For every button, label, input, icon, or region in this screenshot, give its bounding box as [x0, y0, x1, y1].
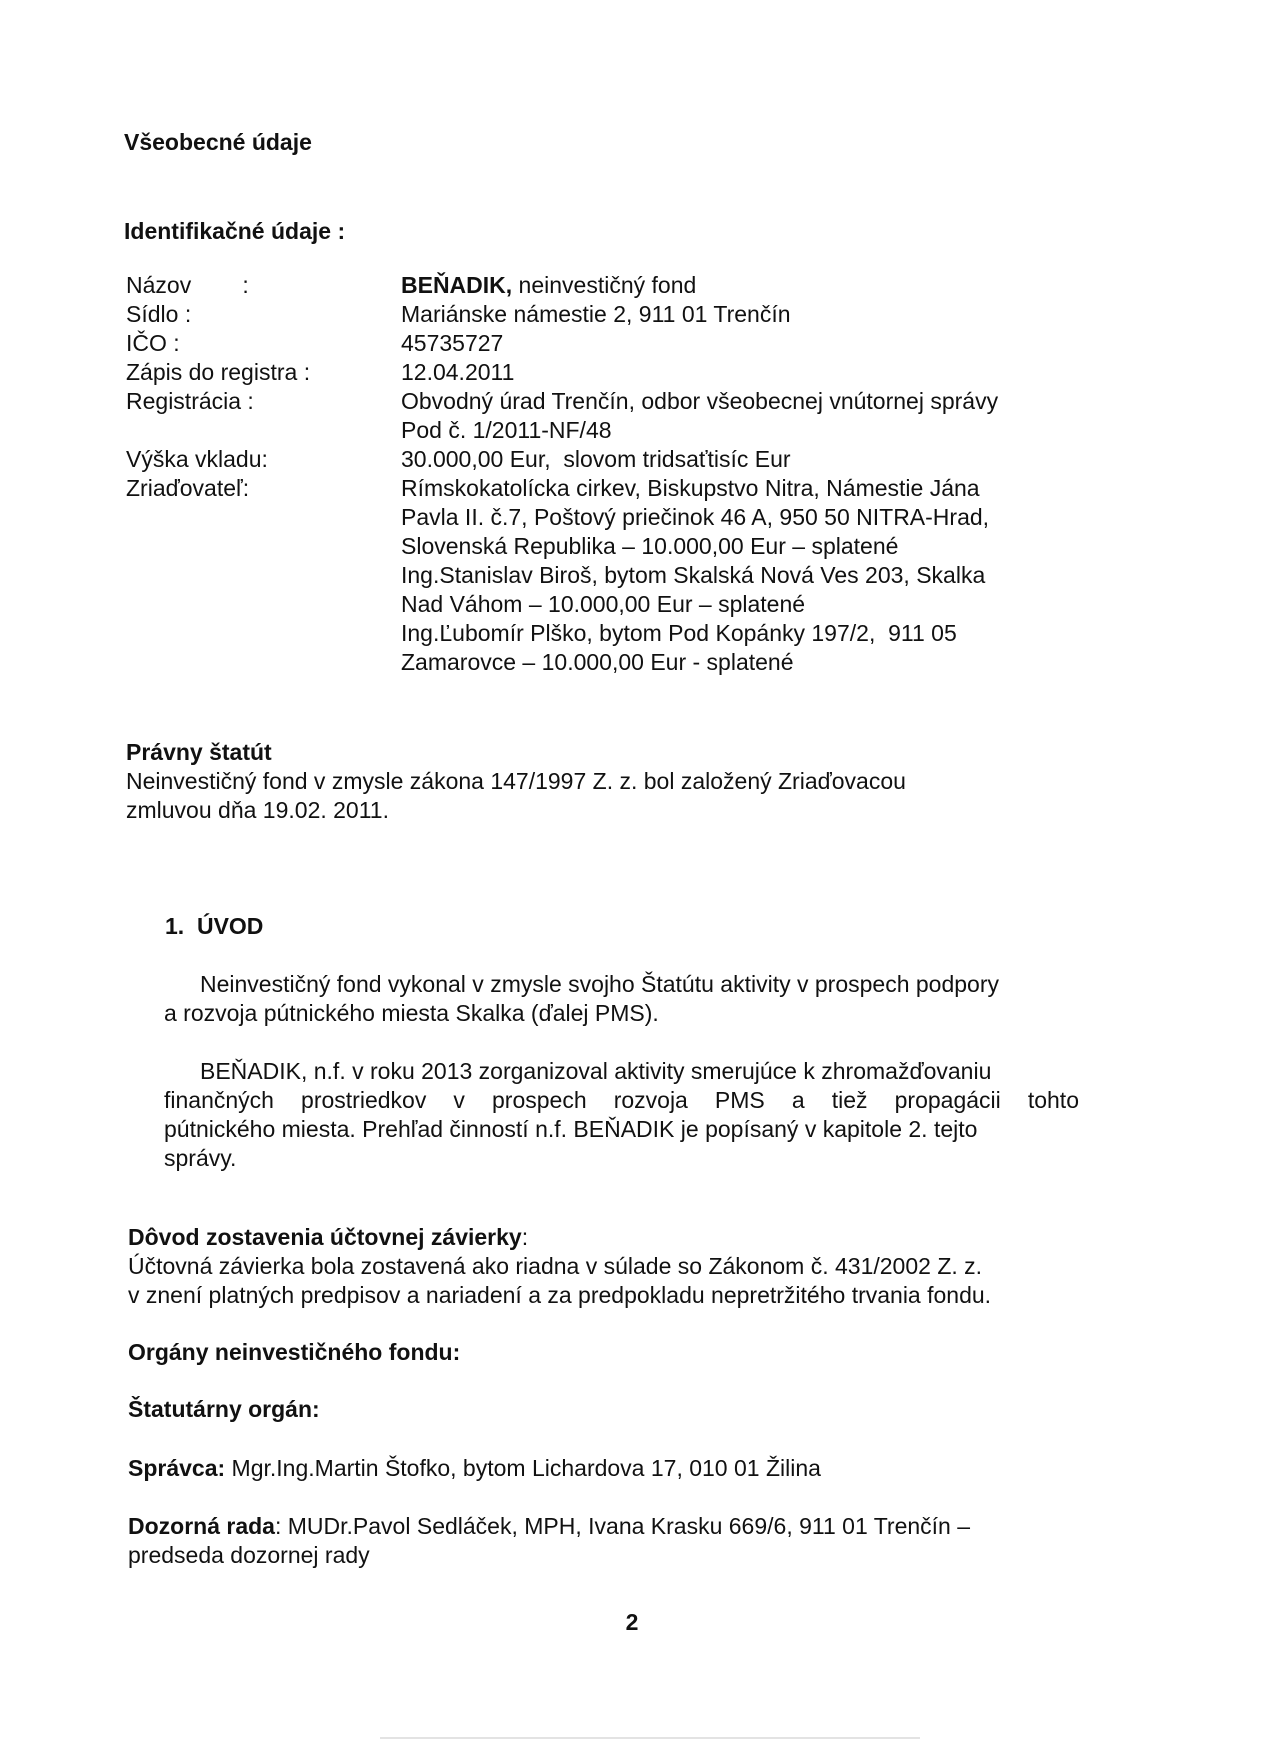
intro-heading: 1. ÚVOD	[165, 913, 264, 939]
administrator-label: Správca:	[128, 1455, 226, 1481]
legal-status-line-1: Neinvestičný fond v zmysle zákona 147/1997 Z. z. bol založený Zriaďovacou	[126, 768, 906, 794]
deposit-value: 30.000,00 Eur, slovom tridsaťtisíc Eur	[401, 446, 791, 472]
administrator-value: Mgr.Ing.Martin Štofko, bytom Lichardova 17, 010 01 Žilina	[225, 1455, 821, 1481]
name-value	[401, 271, 1101, 300]
founder-line: Zamarovce – 10.000,00 Eur - splatené	[401, 649, 794, 675]
seat-label: Sídlo :	[126, 301, 192, 327]
board-value: : MUDr.Pavol Sedláček, MPH, Ivana Krasku 669/6, 911 01 Trenčín –	[274, 1513, 971, 1539]
register-value: 12.04.2011	[401, 359, 515, 385]
founder-line: Rímskokatolícka cirkev, Biskupstvo Nitra, Námestie Jána	[401, 475, 980, 501]
intro-para1-line-2: a rozvoja pútnického miesta Skalka (ďalej PMS).	[164, 1000, 659, 1026]
intro-para2-line-1: BEŇADIK, n.f. v roku 2013 zorganizoval aktivity smerujúce k zhromažďovaniu	[200, 1058, 992, 1084]
founder-line: Ing.Ľubomír Plško, bytom Pod Kopánky 197/2, 911 05	[401, 620, 957, 646]
identification-heading: Identifikačné údaje :	[124, 218, 346, 244]
legal-status-line-2: zmluvou dňa 19.02. 2011.	[126, 797, 389, 823]
founder-list	[401, 474, 1101, 677]
board-label: Dozorná rada	[128, 1513, 275, 1539]
name-label: Názov :	[126, 272, 249, 298]
founder-line: Slovenská Republika – 10.000,00 Eur – splatené	[401, 533, 899, 559]
scan-artifact-line	[380, 1737, 920, 1739]
reason-line-2: v znení platných predpisov a nariadení a za predpokladu nepretržitého trvania fondu.	[128, 1282, 992, 1308]
reason-line-1: Účtovná závierka bola zostavená ako riadna v súlade so Zákonom č. 431/2002 Z. z.	[128, 1253, 983, 1279]
intro-para2-line-3: pútnického miesta. Prehľad činností n.f. BEŇADIK je popísaný v kapitole 2. tejto	[164, 1116, 978, 1142]
ico-label: IČO :	[126, 330, 180, 356]
founder-line: Pavla II. č.7, Poštový priečinok 46 A, 950 50 NITRA-Hrad,	[401, 504, 990, 530]
reason-heading-colon: :	[521, 1224, 529, 1250]
bodies-heading: Orgány neinvestičného fondu:	[128, 1339, 461, 1365]
registration-value-line-2: Pod č. 1/2011-NF/48	[401, 417, 612, 443]
fund-type: neinvestičný fond	[512, 272, 697, 298]
board-line-2: predseda dozornej rady	[128, 1542, 370, 1568]
registration-label: Registrácia :	[126, 388, 254, 414]
founder-line: Ing.Stanislav Biroš, bytom Skalská Nová Ves 203, Skalka	[401, 562, 986, 588]
register-label: Zápis do registra :	[126, 359, 311, 385]
intro-para1-line-1: Neinvestičný fond vykonal v zmysle svojho Štatútu aktivity v prospech podpory	[200, 971, 999, 997]
intro-para2-line-2: finančných prostriedkov v prospech rozvoja PMS a tiež propagácii tohto	[164, 1087, 1079, 1113]
founder-label: Zriaďovateľ:	[126, 475, 250, 501]
reason-heading-text: Dôvod zostavenia účtovnej závierky	[128, 1224, 522, 1250]
section-heading-general: Všeobecné údaje	[124, 129, 312, 155]
intro-para2-line-4: správy.	[164, 1145, 237, 1171]
board-line-1	[128, 1512, 970, 1541]
founder-line: Nad Váhom – 10.000,00 Eur – splatené	[401, 591, 806, 617]
registration-value-line-1: Obvodný úrad Trenčín, odbor všeobecnej vnútornej správy	[401, 388, 999, 414]
administrator-line	[128, 1454, 821, 1483]
fund-name: BEŇADIK,	[401, 272, 513, 298]
legal-status-heading: Právny štatút	[126, 739, 272, 765]
ico-value: 45735727	[401, 330, 504, 356]
deposit-label: Výška vkladu:	[126, 446, 268, 472]
seat-value: Mariánske námestie 2, 911 01 Trenčín	[401, 301, 791, 327]
statutory-heading: Štatutárny orgán:	[128, 1396, 320, 1422]
page-number: 2	[625, 1609, 639, 1635]
reason-heading	[128, 1223, 528, 1252]
